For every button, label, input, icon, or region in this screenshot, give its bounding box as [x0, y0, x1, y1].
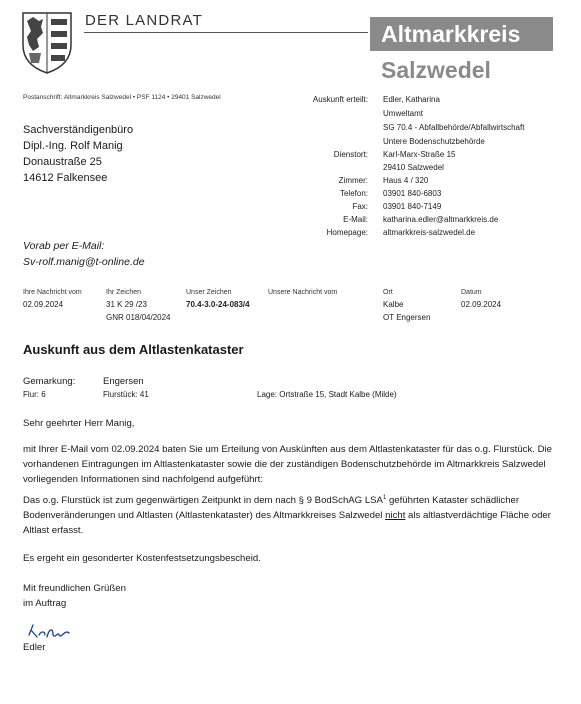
flurstueck-value: Flurstück: 41	[103, 390, 149, 399]
recipient-line: Sachverständigenbüro	[23, 124, 134, 136]
contact-room: Haus 4 / 320	[383, 176, 429, 185]
vorab-label: Vorab per E-Mail:	[23, 240, 105, 252]
contact-dept: SG 70.4 - Abfallbehörde/Abfallwirtschaft	[383, 123, 525, 132]
ref-value: GNR 018/04/2024	[106, 313, 171, 322]
contact-city: 29410 Salzwedel	[383, 163, 444, 172]
gemarkung-line	[23, 376, 144, 387]
header-rule	[84, 32, 368, 33]
ref-value: 02.09.2024	[461, 300, 502, 309]
body-paragraph-finding	[23, 491, 553, 538]
ref-label: Unser Zeichen	[186, 289, 232, 296]
postal-address-line: Postanschrift: Altmarkkreis Salzwedel • PSF 1124 • 29401 Salzwedel	[23, 94, 221, 101]
flur-value: Flur: 6	[23, 390, 46, 399]
contact-phone: 03901 840-6803	[383, 189, 442, 198]
contact-street: Karl-Marx-Straße 15	[383, 150, 456, 159]
finding-emphasis: nicht	[385, 510, 406, 522]
contact-label: Fax:	[352, 202, 368, 211]
lage-value: Lage: Ortstraße 15, Stadt Kalbe (Milde)	[257, 390, 397, 399]
parcel-line	[23, 390, 543, 399]
ref-label: Ort	[383, 289, 393, 296]
ref-label: Ihre Nachricht vom	[23, 289, 82, 296]
ref-value: 31 K 29 /23	[106, 300, 147, 309]
contact-label: Zimmer:	[338, 176, 368, 185]
footnote-marker: 1	[382, 495, 387, 501]
contact-homepage-link[interactable]: altmarkkreis-salzwedel.de	[383, 228, 476, 237]
body-paragraph: Es ergeht ein gesonderter Kostenfestsetzungsbescheid.	[23, 553, 261, 564]
letter-subject: Auskunft aus dem Altlastenkataster	[23, 342, 244, 357]
contact-label: Dienstort:	[333, 150, 368, 159]
ref-label: Ihr Zeichen	[106, 289, 142, 296]
contact-name: Edler, Katharina	[383, 95, 440, 104]
signer-name: Edler	[23, 642, 46, 653]
vorab-email: Sv-rolf.manig@t-online.de	[23, 256, 145, 268]
contact-label: Homepage:	[326, 228, 368, 237]
contact-label: E-Mail:	[343, 215, 368, 224]
ref-value: Kalbe	[383, 300, 404, 309]
brand-name-line1: Altmarkkreis	[370, 17, 553, 51]
contact-dept: Untere Bodenschutzbehörde	[383, 137, 485, 146]
recipient-address	[23, 122, 133, 186]
finding-text: als altlastverdächtige Fläche oder Altlast erfasst.	[23, 510, 551, 537]
contact-email-link[interactable]: katharina.edler@altmarkkreis.de	[383, 215, 499, 224]
recipient-line: 14612 Falkensee	[23, 172, 108, 184]
finding-text: Das o.g. Flurstück ist zum gegenwärtigen Zeitpunkt in dem nach § 9 BodSchAG LSA	[23, 495, 383, 507]
gemarkung-label: Gemarkung:	[23, 376, 76, 387]
brand-name-line2: Salzwedel	[381, 57, 491, 83]
closing-line: im Auftrag	[23, 598, 67, 609]
contact-dept: Umweltamt	[383, 109, 424, 118]
salutation: Sehr geehrter Herr Manig,	[23, 418, 135, 429]
vorab-email-block	[23, 238, 145, 270]
contact-label: Telefon:	[339, 189, 368, 198]
ref-label: Datum	[461, 289, 482, 296]
office-title: DER LANDRAT	[85, 12, 203, 29]
ref-value: 02.09.2024	[23, 300, 64, 309]
coat-of-arms-logo	[21, 11, 73, 75]
closing-line: Mit freundlichen Grüßen	[23, 583, 126, 594]
recipient-line: Donaustraße 25	[23, 156, 102, 168]
body-paragraph: mit Ihrer E-Mail vom 02.09.2024 baten Sie um Erteilung von Auskünften aus dem Altlastenkataster für das o.g. Flurstück. Die vorhandenen Eintragungen im Altlastenkataster sowie die der zuständigen Bodenschutzbehörde im Altmarkkreis Salzwedel vorliegenden Informationen sind nachfolgend aufgeführt:	[23, 444, 552, 485]
contact-fax: 03901 840-7149	[383, 202, 442, 211]
ref-label: Unsere Nachricht vom	[268, 289, 338, 296]
recipient-line: Dipl.-Ing. Rolf Manig	[23, 140, 123, 152]
finding-text: geführten Kataster schädlicher Bodenveränderungen und Altlasten (Altlastenkataster) des Altmarkkreises Salzwedel	[23, 495, 520, 522]
ref-value: 70.4-3.0-24-083/4	[186, 300, 250, 309]
gemarkung-value: Engersen	[103, 376, 144, 387]
contact-label: Auskunft erteilt:	[312, 95, 368, 104]
ref-value: OT Engersen	[383, 313, 431, 322]
